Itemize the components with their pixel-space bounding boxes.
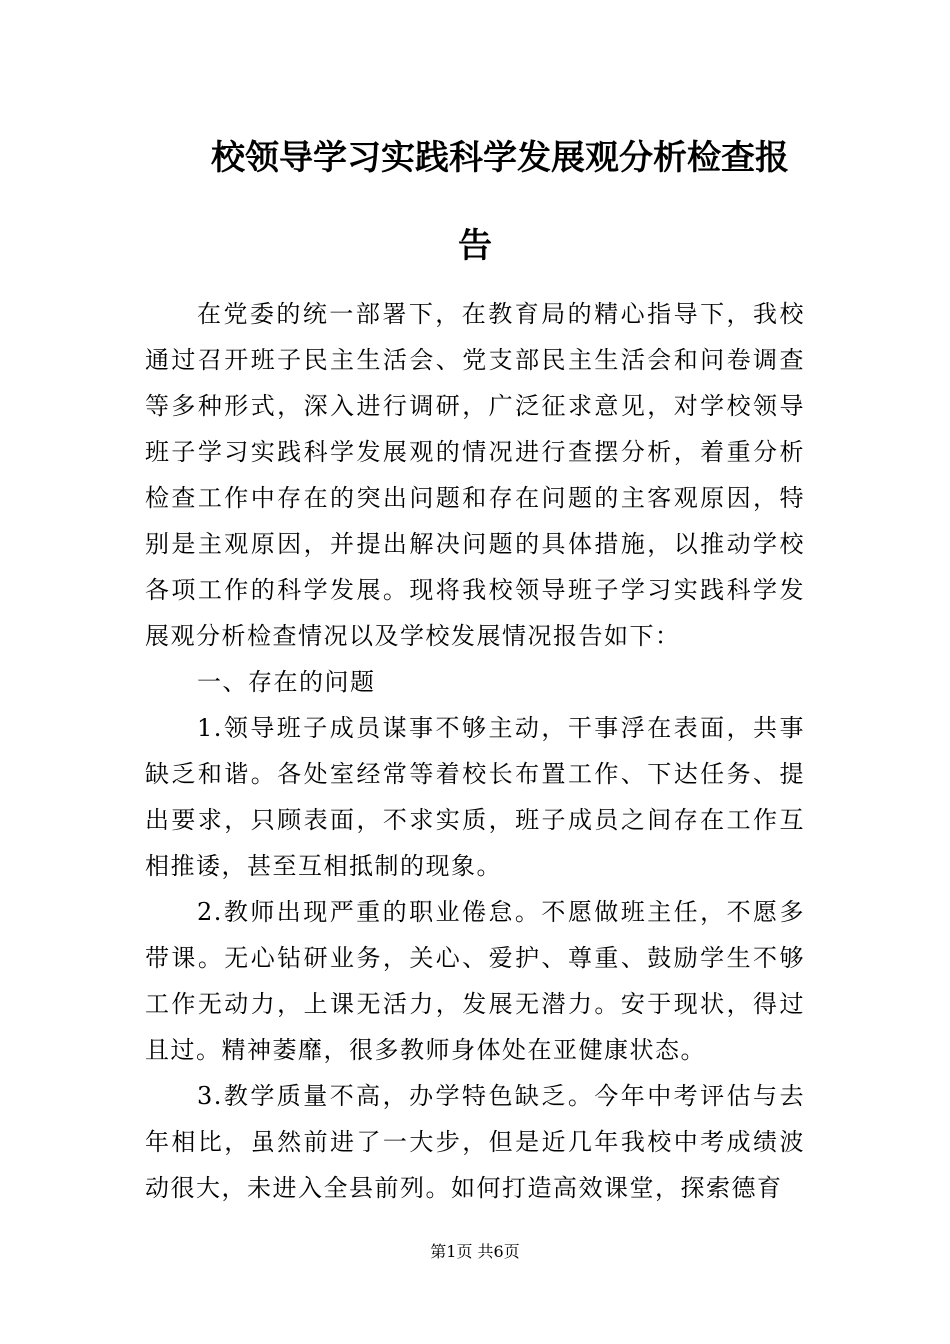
page-footer: 第1页 共6页 <box>430 1242 520 1261</box>
problem-item-1: 1.领导班子成员谋事不够主动，干事浮在表面，共事缺乏和谐。各处室经常等着校长布置工作、下达任务、提出要求，只顾表面，不求实质，班子成员之间存在工作互相推诿，甚至互相抵制的现象。 <box>145 714 805 880</box>
problem-item-3: 3.教学质量不高，办学特色缺乏。今年中考评估与去年相比，虽然前进了一大步，但是近几年我校中考成绩波动很大，未进入全县前列。如何打造高效课堂，探索德育 <box>145 1082 805 1202</box>
section-heading: 一、存在的问题 <box>197 668 376 696</box>
document-body <box>145 291 805 1211</box>
document-title <box>145 132 805 272</box>
title-line-2: 告 <box>458 226 492 266</box>
intro-paragraph: 在党委的统一部署下，在教育局的精心指导下，我校通过召开班子民主生活会、党支部民主生活会和问卷调查等多种形式，深入进行调研，广泛征求意见，对学校领导班子学习实践科学发展观的情况进行查摆分析，着重分析检查工作中存在的突出问题和存在问题的主客观原因，特别是主观原因，并提出解决问题的具体措施，以推动学校各项工作的科学发展。现将我校领导班子学习实践科学发展观分析检查情况以及学校发展情况报告如下： <box>145 300 805 650</box>
problem-item-2: 2.教师出现严重的职业倦怠。不愿做班主任，不愿多带课。无心钻研业务，关心、爱护、尊重、鼓励学生不够工作无动力，上课无活力，发展无潜力。安于现状，得过且过。精神萎靡，很多教师身体处在亚健康状态。 <box>145 898 805 1064</box>
title-line-1: 校领导学习实践科学发展观分析检查报 <box>211 138 789 178</box>
